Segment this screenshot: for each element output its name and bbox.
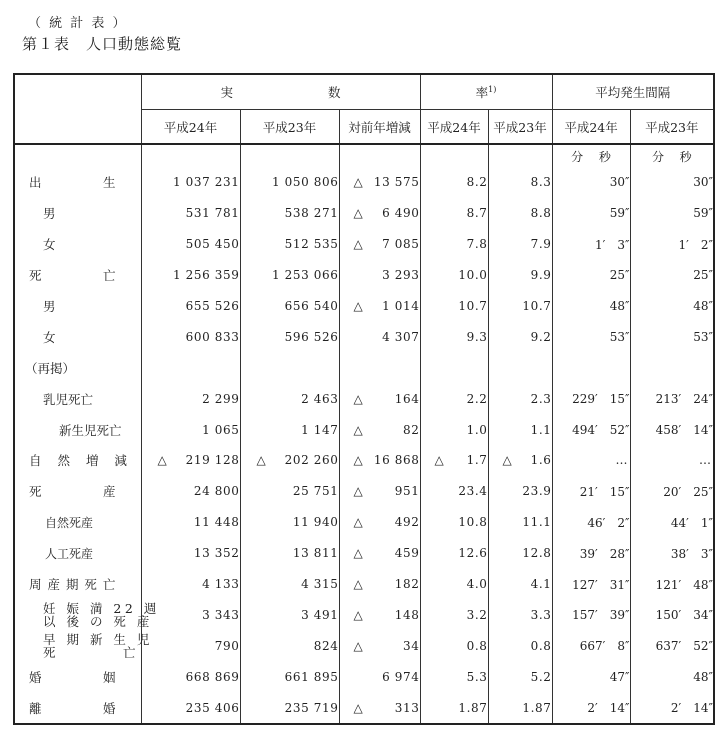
unit-label-h24: 分 秒 <box>552 144 630 167</box>
cell-interval-h23: 44′ 1″ <box>630 507 714 538</box>
cell-count-h23: 661 895 <box>240 661 339 692</box>
table-row <box>14 569 714 600</box>
cell-interval-h23: 48″ <box>630 291 714 322</box>
cell-rate-h23: 1.1 <box>488 414 552 445</box>
row-label: 離 婚 <box>14 692 141 724</box>
cell-interval-h24: 157′ 39″ <box>552 599 630 630</box>
cell-rate-h24: 8.7 <box>420 198 488 229</box>
cell-diff: △ 164 <box>339 383 420 414</box>
cell-interval-h24: 2′ 14″ <box>552 692 630 724</box>
cell-rate-h23: 8.3 <box>488 167 552 198</box>
row-label: 妊 娠 満 22 週 以 後 の 死 産 <box>14 599 141 630</box>
cell-rate-h23: 9.9 <box>488 260 552 291</box>
cell-count-h23: 2 463 <box>240 383 339 414</box>
cell-interval-h23: 30″ <box>630 167 714 198</box>
cell-interval-h23: 1′ 2″ <box>630 229 714 260</box>
cell-diff: △ 182 <box>339 569 420 600</box>
header-count-h23: 平成23年 <box>240 110 339 145</box>
table-row <box>14 476 714 507</box>
cell-interval-h23: 48″ <box>630 661 714 692</box>
cell-count-h24: 1 037 231 <box>141 167 240 198</box>
cell-count-h24: 1 256 359 <box>141 260 240 291</box>
cell-rate-h23: 12.8 <box>488 538 552 569</box>
row-label: 死 亡 <box>14 260 141 291</box>
header-rate-h23: 平成23年 <box>488 110 552 145</box>
cell-rate-h24: 7.8 <box>420 229 488 260</box>
cell-rate-h24: 10.8 <box>420 507 488 538</box>
table-row <box>14 661 714 692</box>
cell-count-h24: 2 299 <box>141 383 240 414</box>
cell-count-h23: 4 315 <box>240 569 339 600</box>
cell-diff: △ 459 <box>339 538 420 569</box>
table-row <box>14 692 714 724</box>
table-title: 第１表 人口動態総覧 <box>22 35 183 53</box>
cell-rate-h24: 23.4 <box>420 476 488 507</box>
cell-count-h24: 24 800 <box>141 476 240 507</box>
header-count-h24: 平成24年 <box>141 110 240 145</box>
row-label: 女 <box>14 229 141 260</box>
cell-rate-h24: 0.8 <box>420 630 488 661</box>
row-label: 男 <box>14 198 141 229</box>
header-count-group: 実 数 <box>141 74 420 110</box>
cell-interval-h23: 2′ 14″ <box>630 692 714 724</box>
cell-count-h23: 1 253 066 <box>240 260 339 291</box>
row-label: 早 期 新 生 児 死 亡 <box>14 630 141 661</box>
header-count-diff: 対前年増減 <box>339 110 420 145</box>
cell-count-h24: 1 065 <box>141 414 240 445</box>
cell-interval-h24: 667′ 8″ <box>552 630 630 661</box>
cell-diff: 6 974 <box>339 661 420 692</box>
cell-count-h23: 538 271 <box>240 198 339 229</box>
table-row <box>14 599 714 630</box>
header-corner <box>14 74 141 144</box>
table-row <box>14 198 714 229</box>
cell-rate-h24: 2.2 <box>420 383 488 414</box>
cell-interval-h23: 637′ 52″ <box>630 630 714 661</box>
cell-count-h24: 531 781 <box>141 198 240 229</box>
cell-interval-h24: 494′ 52″ <box>552 414 630 445</box>
row-label: 男 <box>14 291 141 322</box>
table-row <box>14 414 714 445</box>
cell-rate-h23: 4.1 <box>488 569 552 600</box>
cell-interval-h23: 121′ 48″ <box>630 569 714 600</box>
cell-interval-h24: 1′ 3″ <box>552 229 630 260</box>
cell-rate-h23: 9.2 <box>488 321 552 352</box>
cell-count-h23: 3 491 <box>240 599 339 630</box>
cell-diff: △ 34 <box>339 630 420 661</box>
row-label: 新生児死亡 <box>14 414 141 445</box>
cell-count-h24: 11 448 <box>141 507 240 538</box>
cell-rate-h23: 2.3 <box>488 383 552 414</box>
cell-interval-h24: 21′ 15″ <box>552 476 630 507</box>
cell-count-h24: 668 869 <box>141 661 240 692</box>
cell-count-h23: 13 811 <box>240 538 339 569</box>
row-label: （再掲） <box>14 352 141 383</box>
cell-interval-h24: 229′ 15″ <box>552 383 630 414</box>
cell-count-h23: 656 540 <box>240 291 339 322</box>
cell-rate-h24: 1.87 <box>420 692 488 724</box>
cell-count-h24: 235 406 <box>141 692 240 724</box>
row-label: 自 然 増 減 <box>14 445 141 476</box>
cell-count-h24: 13 352 <box>141 538 240 569</box>
row-label: 女 <box>14 321 141 352</box>
cell-rate-h24: 1.0 <box>420 414 488 445</box>
cell-diff: 4 307 <box>339 321 420 352</box>
cell-rate-h24: 5.3 <box>420 661 488 692</box>
header-interval-group: 平均発生間隔 <box>552 74 714 110</box>
cell-count-h24: 790 <box>141 630 240 661</box>
cell-rate-h24: 3.2 <box>420 599 488 630</box>
cell-count-h24: 655 526 <box>141 291 240 322</box>
cell-count-h24: △ 219 128 <box>141 445 240 476</box>
cell-rate-h23: 7.9 <box>488 229 552 260</box>
cell-diff: △ 1 014 <box>339 291 420 322</box>
cell-interval-h23: 25″ <box>630 260 714 291</box>
cell-diff: △ 492 <box>339 507 420 538</box>
cell-diff: △ 82 <box>339 414 420 445</box>
cell-interval-h24: … <box>552 445 630 476</box>
cell-rate-h23: 3.3 <box>488 599 552 630</box>
row-label: 出 生 <box>14 167 141 198</box>
cell-interval-h23: 150′ 34″ <box>630 599 714 630</box>
cell-interval-h24: 127′ 31″ <box>552 569 630 600</box>
cell-interval-h23: 213′ 24″ <box>630 383 714 414</box>
cell-rate-h24: 9.3 <box>420 321 488 352</box>
cell-interval-h24: 39′ 28″ <box>552 538 630 569</box>
cell-count-h24: 4 133 <box>141 569 240 600</box>
cell-count-h23: 512 535 <box>240 229 339 260</box>
cell-rate-h24: 8.2 <box>420 167 488 198</box>
cell-interval-h24: 47″ <box>552 661 630 692</box>
cell-rate-h23: 1.87 <box>488 692 552 724</box>
cell-diff: △ 6 490 <box>339 198 420 229</box>
cell-count-h23: 596 526 <box>240 321 339 352</box>
table-row <box>14 229 714 260</box>
cell-rate-h24: 4.0 <box>420 569 488 600</box>
cell-count-h24: 600 833 <box>141 321 240 352</box>
cell-rate-h23: 0.8 <box>488 630 552 661</box>
row-label: 婚 姻 <box>14 661 141 692</box>
row-label: 乳児死亡 <box>14 383 141 414</box>
cell-count-h23: 1 050 806 <box>240 167 339 198</box>
table-row <box>14 321 714 352</box>
table-row <box>14 260 714 291</box>
cell-interval-h23: 59″ <box>630 198 714 229</box>
cell-interval-h23: … <box>630 445 714 476</box>
cell-interval-h23: 38′ 3″ <box>630 538 714 569</box>
cell-diff: 3 293 <box>339 260 420 291</box>
row-label: 自然死産 <box>14 507 141 538</box>
cell-count-h23: 25 751 <box>240 476 339 507</box>
cell-rate-h23: 8.8 <box>488 198 552 229</box>
table-row <box>14 445 714 476</box>
cell-count-h23: △ 202 260 <box>240 445 339 476</box>
table-row <box>14 383 714 414</box>
cell-interval-h24: 30″ <box>552 167 630 198</box>
table-row <box>14 630 714 661</box>
cell-diff: △ 951 <box>339 476 420 507</box>
cell-diff: △ 16 868 <box>339 445 420 476</box>
cell-rate-h24: 10.0 <box>420 260 488 291</box>
cell-rate-h24: 12.6 <box>420 538 488 569</box>
cell-interval-h24: 25″ <box>552 260 630 291</box>
row-label: 周 産 期 死 亡 <box>14 569 141 600</box>
row-label: 死 産 <box>14 476 141 507</box>
cell-rate-h23: 5.2 <box>488 661 552 692</box>
cell-interval-h23: 53″ <box>630 321 714 352</box>
cell-interval-h23: 20′ 25″ <box>630 476 714 507</box>
cell-interval-h24: 59″ <box>552 198 630 229</box>
cell-diff: △ 148 <box>339 599 420 630</box>
cell-count-h24: 3 343 <box>141 599 240 630</box>
cell-interval-h23: 458′ 14″ <box>630 414 714 445</box>
cell-diff: △ 13 575 <box>339 167 420 198</box>
table-row <box>14 167 714 198</box>
header-rate-group: 率$^{1)}$ <box>420 74 552 110</box>
cell-interval-h24: 46′ 2″ <box>552 507 630 538</box>
table-row <box>14 291 714 322</box>
cell-count-h23: 11 940 <box>240 507 339 538</box>
cell-diff: △ 313 <box>339 692 420 724</box>
cell-count-h23: 1 147 <box>240 414 339 445</box>
row-label: 人工死産 <box>14 538 141 569</box>
table-row <box>14 352 714 383</box>
table-caption: （ 統 計 表 ） <box>28 16 128 31</box>
table-row <box>14 507 714 538</box>
cell-count-h23: 235 719 <box>240 692 339 724</box>
cell-rate-h23: 10.7 <box>488 291 552 322</box>
cell-count-h24: 505 450 <box>141 229 240 260</box>
cell-rate-h23: △ 1.6 <box>488 445 552 476</box>
cell-rate-h24: △ 1.7 <box>420 445 488 476</box>
cell-rate-h23: 23.9 <box>488 476 552 507</box>
cell-interval-h24: 48″ <box>552 291 630 322</box>
cell-interval-h24: 53″ <box>552 321 630 352</box>
cell-count-h23: 824 <box>240 630 339 661</box>
vital-statistics-table <box>13 73 715 725</box>
header-interval-h23: 平成23年 <box>630 110 714 145</box>
cell-rate-h24: 10.7 <box>420 291 488 322</box>
cell-diff: △ 7 085 <box>339 229 420 260</box>
header-rate-h24: 平成24年 <box>420 110 488 145</box>
table-row <box>14 538 714 569</box>
unit-row <box>14 144 714 167</box>
unit-label-h23: 分 秒 <box>630 144 714 167</box>
header-interval-h24: 平成24年 <box>552 110 630 145</box>
cell-rate-h23: 11.1 <box>488 507 552 538</box>
